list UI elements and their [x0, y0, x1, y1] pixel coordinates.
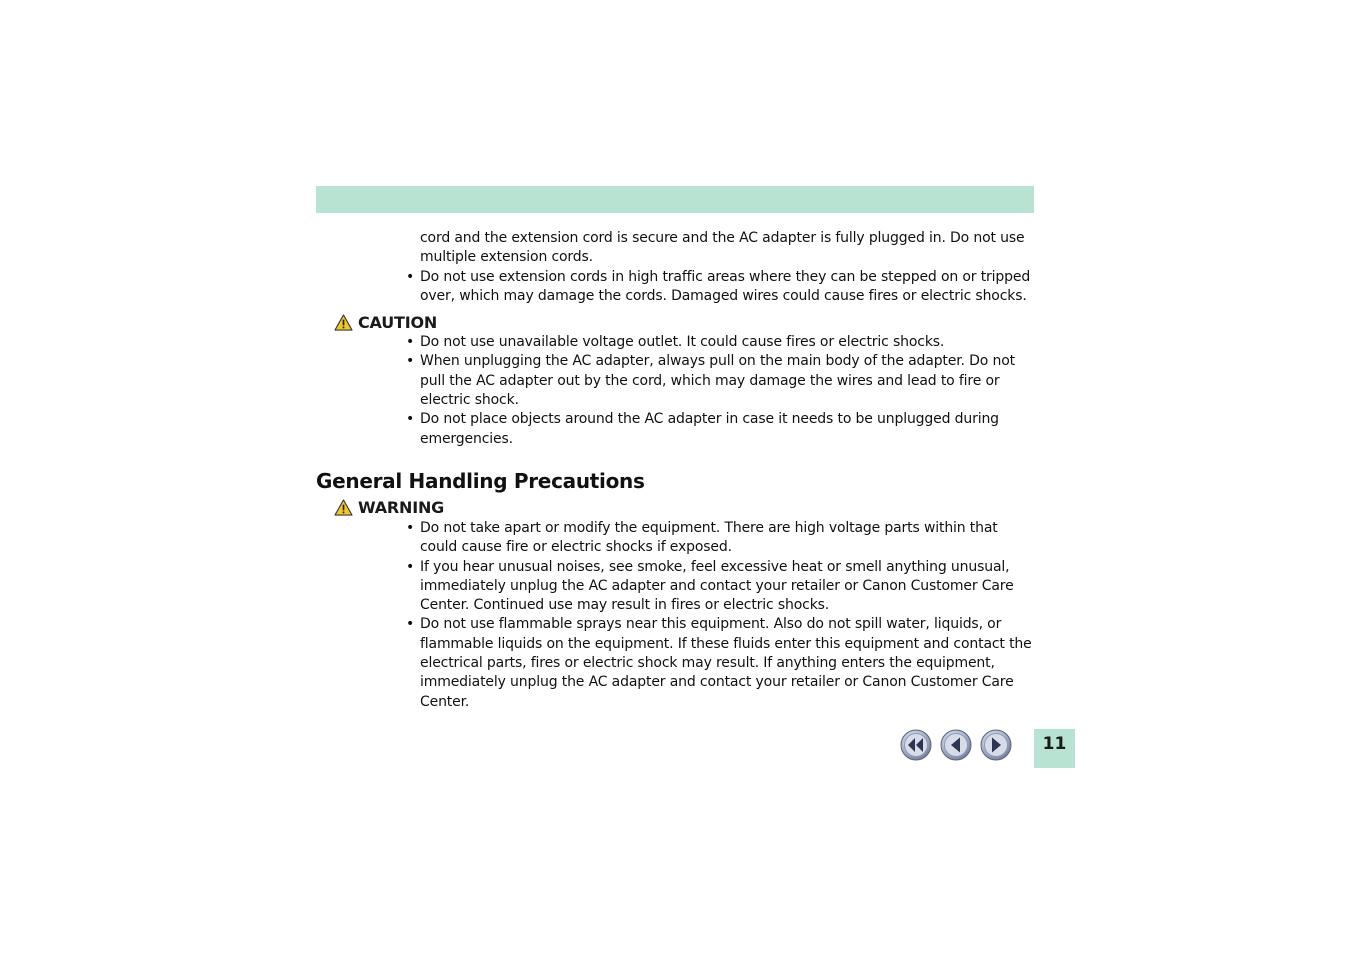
header-band: [316, 186, 1034, 213]
previous-page-icon[interactable]: [940, 729, 972, 761]
warning-label: WARNING: [358, 498, 445, 518]
list-item: • Do not use unavailable voltage outlet. It could cause fires or electric shocks.: [420, 333, 1036, 352]
page-navigation: [900, 729, 1012, 761]
list-item: • Do not take apart or modify the equipment. There are high voltage parts within that could cause fire or electric shocks if exposed.: [420, 519, 1036, 558]
list-item: cord and the extension cord is secure and the AC adapter is fully plugged in. Do not use multiple extension cords.: [420, 230, 1025, 266]
warning-triangle-icon: [334, 499, 353, 516]
first-page-icon[interactable]: [900, 729, 932, 761]
caution-label: CAUTION: [358, 312, 438, 332]
next-page-icon[interactable]: [980, 729, 1012, 761]
caution-list: [316, 333, 1036, 449]
list-item: • When unplugging the AC adapter, always pull on the main body of the adapter. Do not pull the AC adapter out by the cord, which may damage the wires and lead to fire or electric shock.: [420, 352, 1036, 410]
warning-heading: [316, 497, 1036, 519]
continued-warning-list: [316, 229, 1036, 306]
list-item: • Do not use flammable sprays near this equipment. Also do not spill water, liquids, or flammable liquids on the equipment. If these fluids enter this equipment and contact the electrical parts, fires or electric shock may result. If anything enters the equipment, immediately unplug the AC adapter and contact your retailer or Canon Customer Care Center.: [420, 615, 1036, 711]
section-title: General Handling Precautions: [316, 468, 645, 493]
warning-list: [316, 519, 1036, 712]
warning-triangle-icon: [334, 314, 353, 331]
list-item: • If you hear unusual noises, see smoke, feel excessive heat or smell anything unusual, immediately unplug the AC adapter and contact your retailer or Canon Customer Care Center. Continued use may result in fires or electric shocks.: [420, 558, 1036, 616]
list-item: • Do not use extension cords in high traffic areas where they can be stepped on or tripped over, which may damage the cords. Damaged wires could cause fires or electric shocks.: [420, 268, 1036, 307]
list-item: • Do not place objects around the AC adapter in case it needs to be unplugged during emergencies.: [420, 410, 1036, 449]
caution-heading: [316, 311, 1036, 333]
page-content: [316, 229, 1036, 712]
page-number: 11: [1034, 729, 1075, 768]
